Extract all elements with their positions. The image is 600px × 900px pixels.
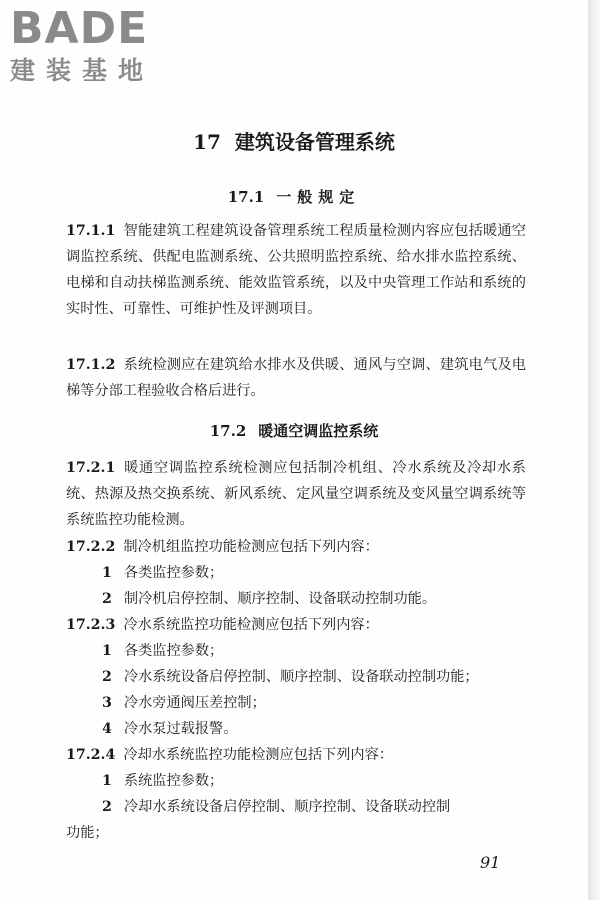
clause-17-2-2 (66, 534, 526, 560)
item-text: 系统监控参数； (123, 773, 224, 789)
clause-text: 冷水系统监控功能检测应包括下列内容： (123, 617, 379, 633)
clause-number: 17.2.2 (66, 539, 116, 555)
logo-wordmark: BADE (10, 3, 149, 54)
page-number: 91 (480, 853, 501, 872)
list-item (102, 716, 532, 742)
section-title-17-1 (0, 186, 588, 208)
list-item (102, 690, 532, 716)
clause-number: 17.2.3 (66, 617, 116, 633)
clause-text: 冷却水系统监控功能检测应包括下列内容： (123, 747, 393, 763)
clause-17-1-1 (66, 218, 526, 322)
list-item (102, 638, 532, 664)
chapter-number: 17 (193, 130, 221, 154)
section-title-text: 一般规定 (276, 188, 361, 206)
clause-text: 制冷机组监控功能检测应包括下列内容： (123, 539, 379, 555)
clause-17-2-3 (66, 612, 526, 638)
clause-text: 系统检测应在建筑给水排水及供暖、通风与空调、建筑电气及电梯等分部工程验收合格后进行。 (66, 357, 526, 399)
list-item (102, 586, 532, 612)
chapter-title (0, 128, 588, 156)
item-text: 冷却水系统设备启停控制、顺序控制、设备联动控制 (123, 799, 451, 815)
logo-subtitle: 建装基地 (10, 56, 155, 85)
clause-text: 智能建筑工程建筑设备管理系统工程质量检测内容应包括暖通空调监控系统、供配电监测系统、公共照明监控系统、给水排水监控系统、电梯和自动扶梯监测系统、能效监管系统，以及中央管理工作站和系统的实时性、可靠性、可维护性及评测项目。 (66, 223, 526, 317)
item-text: 功能； (66, 825, 109, 841)
clause-number: 17.2.4 (66, 747, 116, 763)
item-number: 1 (102, 565, 112, 581)
section-title-17-2 (0, 420, 588, 442)
clause-17-2-4 (66, 742, 526, 768)
section-number: 17.1 (227, 188, 265, 206)
bade-logo (10, 3, 180, 86)
item-number: 2 (102, 799, 112, 815)
clause-number: 17.2.1 (66, 460, 116, 476)
chapter-title-text: 建筑设备管理系统 (234, 130, 395, 154)
item-text: 冷水旁通阀压差控制； (123, 695, 266, 711)
item-number: 2 (102, 669, 112, 685)
item-number: 4 (102, 721, 112, 737)
page-edge-shadow (588, 0, 600, 900)
item-number: 3 (102, 695, 112, 711)
list-item (102, 794, 532, 820)
section-title-text: 暖通空调监控系统 (258, 422, 379, 440)
clause-number: 17.1.1 (66, 223, 116, 239)
list-item (102, 768, 532, 794)
item-number: 2 (102, 591, 112, 607)
item-text: 冷水泵过载报警。 (123, 721, 238, 737)
item-text: 各类监控参数； (123, 565, 224, 581)
list-item (102, 560, 532, 586)
item-number: 1 (102, 773, 112, 789)
clause-number: 17.1.2 (66, 357, 116, 373)
section-number: 17.2 (209, 422, 247, 440)
clause-17-1-2 (66, 352, 526, 404)
item-text: 冷水系统设备启停控制、顺序控制、设备联动控制功能； (123, 669, 479, 685)
item-text: 制冷机启停控制、顺序控制、设备联动控制功能。 (123, 591, 437, 607)
list-item (102, 664, 532, 690)
list-item-continuation (66, 820, 496, 846)
item-text: 各类监控参数； (123, 643, 224, 659)
item-number: 1 (102, 643, 112, 659)
clause-17-2-1 (66, 455, 526, 533)
clause-text: 暖通空调监控系统检测应包括制冷机组、冷水系统及冷却水系统、热源及热交换系统、新风系统、定风量空调系统及变风量空调系统等系统监控功能检测。 (66, 460, 526, 528)
